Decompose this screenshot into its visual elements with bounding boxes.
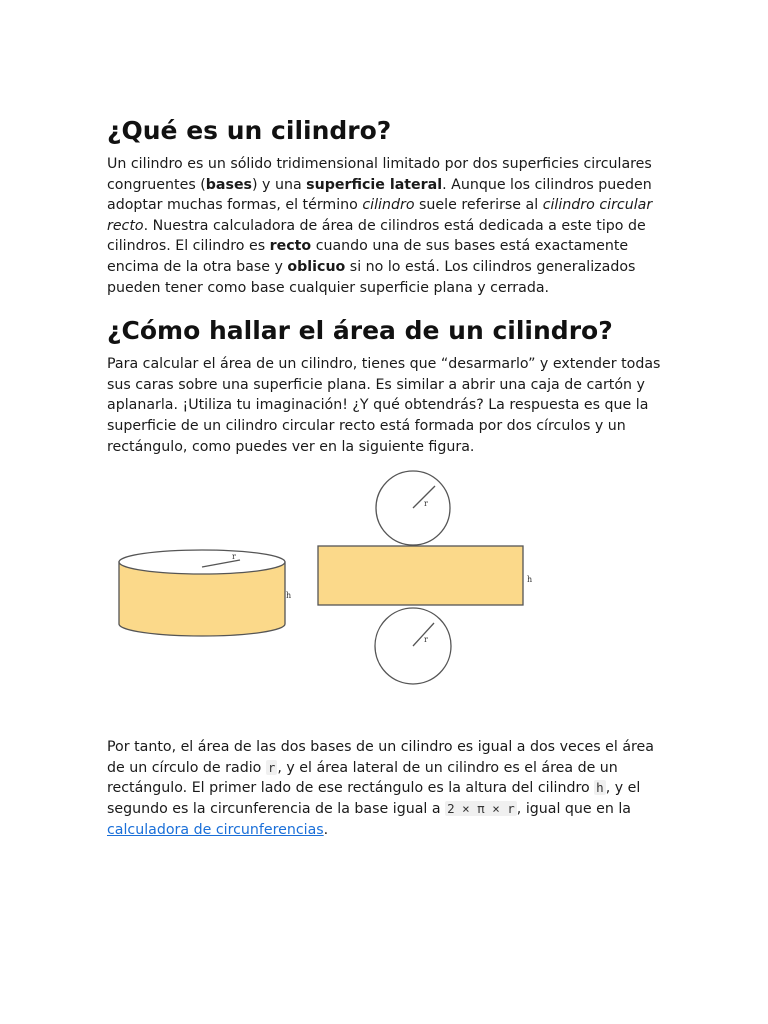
net-bottom-radius-label: r	[424, 635, 428, 645]
cylinder-diagram	[0, 457, 768, 737]
text-run: Un cilindro es un sólido tridimensional limitado por dos superficies circulares congruentes (	[107, 156, 652, 193]
section-title-area: ¿Cómo hallar el área de un cilindro?	[107, 316, 613, 346]
net-height-label: h	[527, 575, 533, 585]
text-run: .	[323, 821, 329, 838]
text-run: , y el segundo es la circunferencia de la base igual a	[107, 780, 641, 817]
text-run: suele referirse al	[414, 197, 543, 214]
net-top-radius-label: r	[424, 499, 428, 509]
link-calculadora-circunferencias[interactable]: calculadora de circunferencias	[107, 821, 324, 838]
paragraph-definition	[107, 154, 667, 298]
bold-term-bases: bases	[205, 176, 253, 193]
cylinder-top-base	[119, 550, 285, 574]
paragraph-formula	[107, 737, 667, 840]
code-h: h	[596, 780, 604, 796]
cylinder-figure	[107, 457, 667, 737]
cylinder-height-label: h	[286, 591, 292, 601]
text-run: . Nuestra calculadora de área de cilindros está dedicada a este tipo de cilindros. El cilindro es	[107, 217, 646, 255]
italic-term-circular-recto: cilindro circular recto	[107, 197, 653, 234]
italic-term-cilindro: cilindro	[362, 197, 415, 214]
bold-term-recto: recto	[269, 238, 312, 255]
code-r: r	[267, 759, 276, 775]
text-run: , y el área lateral de un cilindro es el área de un rectángulo. El primer lado de ese rectángulo es la altura del cilindro	[107, 759, 618, 797]
text-run: , igual que en la	[516, 800, 632, 817]
text-run: . Aunque los cilindros pueden adoptar muchas formas, el término	[107, 176, 652, 214]
bold-term-oblicuo: oblicuo	[287, 258, 346, 275]
net-rectangle	[318, 546, 523, 605]
text-run: ) y una	[252, 176, 307, 193]
cylinder-radius-label: r	[232, 552, 236, 562]
cylinder-3d	[119, 550, 291, 636]
text-run: cuando una de sus bases está exactamente encima de la otra base y	[107, 238, 629, 275]
article	[107, 112, 667, 840]
text-run: Por tanto, el área de las dos bases de un cilindro es igual a dos veces el área de un círculo de radio	[107, 739, 654, 776]
cylinder-net	[318, 471, 532, 684]
paragraph-method: Para calcular el área de un cilindro, tienes que “desarmarlo” y extender todas sus caras sobre una superficie plana. Es similar a abrir una caja de cartón y aplanarla. ¡Utiliza tu imaginación! ¿Y qué obtendrás? La respuesta es que la superficie de un cilindro circular recto está formada por dos círculos y un rectángulo, como puedes ver en la siguiente figura.	[107, 356, 661, 455]
bold-term-lateral: superficie lateral	[306, 176, 443, 193]
text-run: si no lo está. Los cilindros generalizados pueden tener como base cualquier superficie plana y cerrada.	[107, 258, 636, 296]
section-title-cilindro: ¿Qué es un cilindro?	[107, 116, 392, 145]
code-circumference: 2 × π × r	[447, 800, 515, 816]
